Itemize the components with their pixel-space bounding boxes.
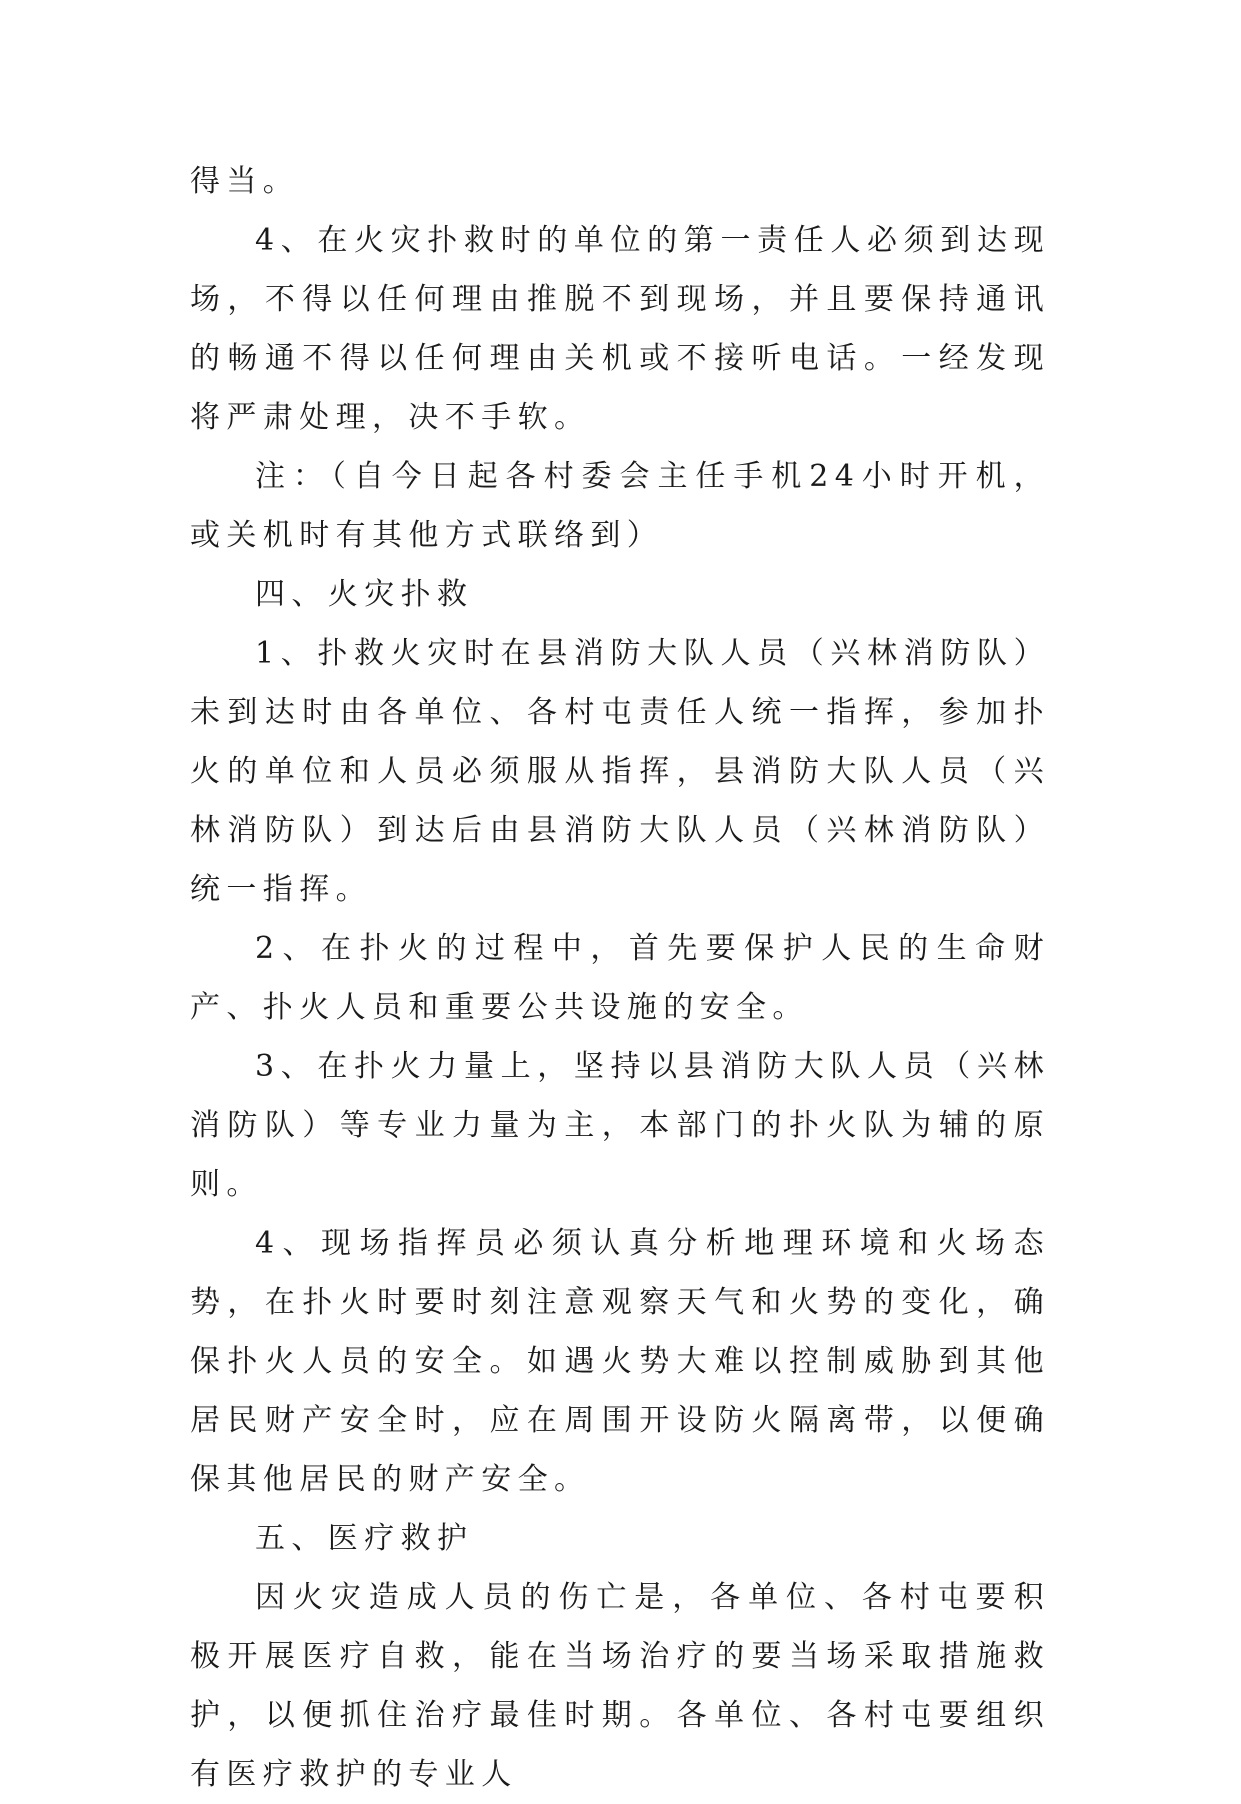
section-heading-fire-fighting: 四、火灾扑救 [255,577,474,612]
paragraph-continuation: 得当。 [190,164,300,199]
paragraph-item-2-protection: 2、在扑火的过程中，首先要保护人民的生命财产、扑火人员和重要公共设施的安全。 [190,931,1050,1025]
paragraph-item-3-force: 3、在扑火力量上，坚持以县消防大队人员（兴林消防队）等专业力量为主，本部门的扑火队为辅的原则。 [190,1049,1050,1202]
paragraph-item-1-command: 1、扑救火灾时在县消防大队人员（兴林消防队）未到达时由各单位、各村屯责任人统一指挥，参加扑火的单位和人员必须服从指挥，县消防大队人员（兴林消防队）到达后由县消防大队人员（兴林消防队）统一指挥。 [190,636,1050,907]
section-heading-medical-rescue: 五、医疗救护 [255,1521,474,1556]
document-body [190,152,1050,1804]
paragraph-medical: 因火灾造成人员的伤亡是，各单位、各村屯要积极开展医疗自救，能在当场治疗的要当场采取措施救护，以便抓住治疗最佳时期。各单位、各村屯要组织有医疗救护的专业人 [190,1580,1050,1792]
paragraph-note: 注：（自今日起各村委会主任手机24小时开机，或关机时有其他方式联络到） [190,459,1050,553]
paragraph-item-4-commander: 4、现场指挥员必须认真分析地理环境和火场态势，在扑火时要时刻注意观察天气和火势的变化，确保扑火人员的安全。如遇火势大难以控制威胁到其他居民财产安全时，应在周围开设防火隔离带，以便确保其他居民的财产安全。 [190,1226,1050,1497]
paragraph-item-4-first-responsible: 4、在火灾扑救时的单位的第一责任人必须到达现场，不得以任何理由推脱不到现场，并且要保持通讯的畅通不得以任何理由关机或不接听电话。一经发现将严肃处理，决不手软。 [190,223,1050,435]
